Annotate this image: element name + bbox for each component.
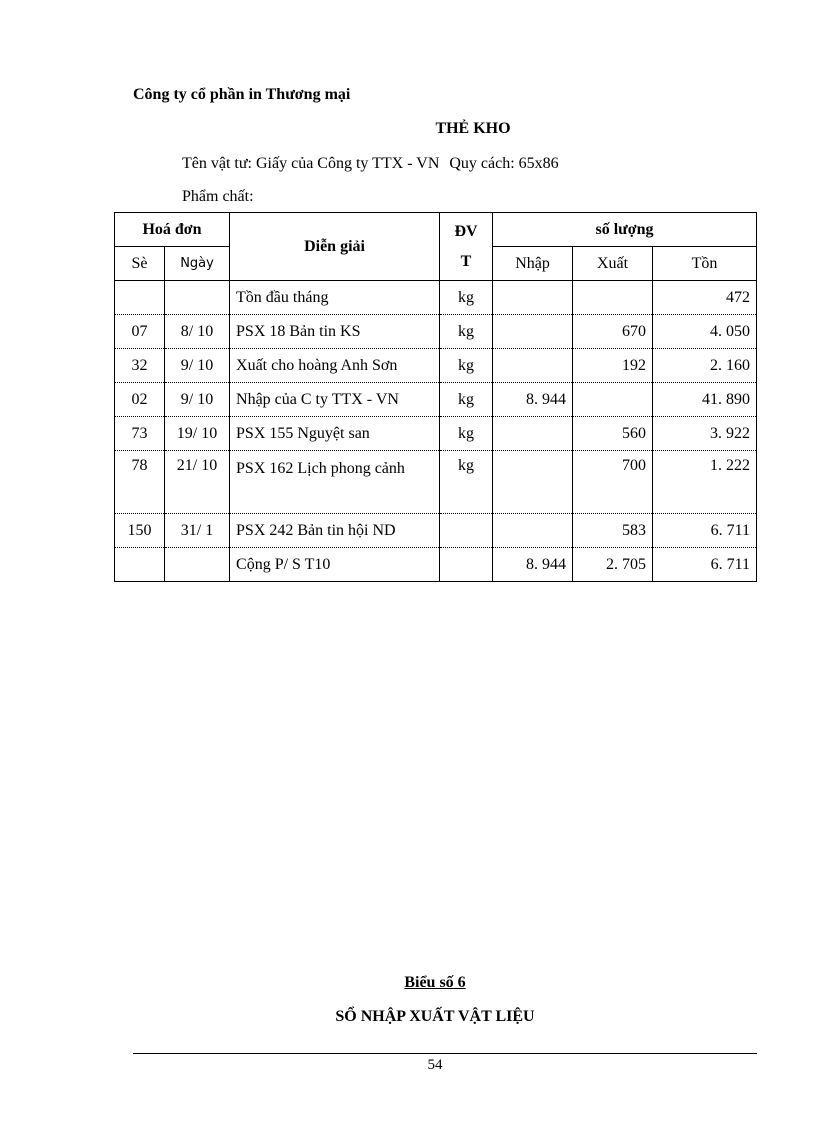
cell-out: 2. 705 [573,548,653,582]
cell-date [165,281,230,315]
cell-no: 78 [115,451,165,514]
cell-in [493,281,573,315]
cell-out: 700 [573,451,653,514]
cell-unit: kg [440,349,493,383]
cell-stock: 2. 160 [653,349,757,383]
table-row [115,315,757,349]
cell-unit: kg [440,417,493,451]
cell-stock: 3. 922 [653,417,757,451]
table-row-total [115,548,757,582]
table-row [115,514,757,548]
page-number: 54 [427,1057,443,1073]
cell-stock: 6. 711 [653,548,757,582]
header-no: Sè [115,247,165,281]
cell-in [493,349,573,383]
cell-stock: 1. 222 [653,451,757,514]
cell-in: 8. 944 [493,383,573,417]
cell-no [115,281,165,315]
table-row [115,349,757,383]
cell-desc: PSX 18 Bản tin KS [230,315,440,349]
cell-date: 8/ 10 [165,315,230,349]
cell-no: 150 [115,514,165,548]
cell-unit: kg [440,451,493,514]
cell-date: 19/ 10 [165,417,230,451]
table-row [115,417,757,451]
document-title: THẺ KHO [435,120,511,137]
cell-desc: PSX 162 Lịch phong cảnh [230,451,440,514]
cell-desc: PSX 155 Nguyệt san [230,417,440,451]
quality-line: Phẩm chất: [182,188,254,205]
cell-unit [440,548,493,582]
stock-card-table [114,212,757,582]
footer-divider [133,1053,757,1054]
cell-in: 8. 944 [493,548,573,582]
ledger-title: SỔ NHẬP XUẤT VẬT LIỆU [335,1008,535,1025]
cell-date: 31/ 1 [165,514,230,548]
cell-out: 670 [573,315,653,349]
cell-date: 9/ 10 [165,383,230,417]
header-description: Diễn giải [230,213,440,281]
cell-in [493,514,573,548]
cell-no: 73 [115,417,165,451]
cell-no [115,548,165,582]
material-info-line [182,155,559,173]
cell-out [573,281,653,315]
cell-stock: 41. 890 [653,383,757,417]
cell-unit: kg [440,383,493,417]
cell-desc: Tồn đầu tháng [230,281,440,315]
header-invoice: Hoá đơn [115,213,230,247]
company-name: Công ty cổ phần in Thương mại [133,86,351,103]
cell-unit [440,514,493,548]
cell-date: 9/ 10 [165,349,230,383]
form-number-heading: Biểu số 6 [404,974,466,991]
cell-out: 583 [573,514,653,548]
cell-desc: Cộng P/ S T10 [230,548,440,582]
cell-date [165,548,230,582]
header-quantity: số lượng [493,213,757,247]
cell-desc: Xuất cho hoàng Anh Sơn [230,349,440,383]
cell-stock: 4. 050 [653,315,757,349]
table-row [115,281,757,315]
cell-in [493,417,573,451]
table-row [115,383,757,417]
header-unit: ĐV T [440,213,493,281]
cell-out: 192 [573,349,653,383]
material-spec: Quy cách: 65x86 [449,155,559,172]
material-name: Tên vật tư: Giấy của Công ty TTX - VN [182,155,440,172]
cell-no: 32 [115,349,165,383]
cell-stock: 6. 711 [653,514,757,548]
cell-unit: kg [440,315,493,349]
cell-no: 07 [115,315,165,349]
table-row [115,451,757,514]
cell-desc: PSX 242 Bản tin hội ND [230,514,440,548]
cell-in [493,315,573,349]
cell-date: 21/ 10 [165,451,230,514]
cell-unit: kg [440,281,493,315]
cell-out: 560 [573,417,653,451]
header-out: Xuất [573,247,653,281]
cell-no: 02 [115,383,165,417]
cell-stock: 472 [653,281,757,315]
cell-desc: Nhập của C ty TTX - VN [230,383,440,417]
header-in: Nhập [493,247,573,281]
header-date: Ngày [165,247,230,281]
cell-out [573,383,653,417]
cell-in [493,451,573,514]
header-stock: Tồn [653,247,757,281]
